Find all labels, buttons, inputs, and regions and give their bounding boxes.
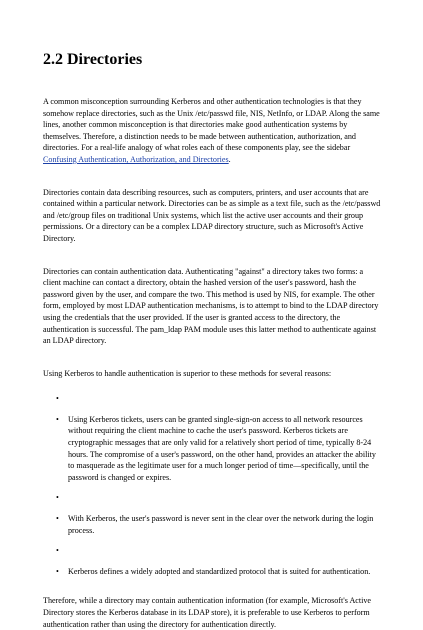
list-item (43, 492, 383, 504)
list-item (43, 513, 383, 536)
paragraph-reasons-intro: Using Kerberos to handle authentication is superior to these methods for several reasons: (43, 368, 332, 378)
list-item (43, 545, 383, 557)
paragraph-misconceptions-tail: . (228, 154, 231, 164)
list-item (43, 393, 383, 405)
bullet-icon: • (56, 514, 59, 524)
list-item (43, 566, 383, 578)
section-heading: 2.2 Directories (43, 51, 143, 68)
paragraph-misconceptions (43, 96, 383, 166)
bullet-icon: • (56, 414, 59, 424)
paragraph-conclusion: Therefore, while a directory may contain authentication information (for example, Microsoft's Active Directory stores the Kerberos database in its LDAP store), it is preferable to use Kerberos to perform authentication rather than using the directory for authentication directly. (43, 596, 372, 629)
paragraph-misconceptions-text: A common misconception surrounding Kerberos and other authentication technologies is that they somehow replace directories, such as the Unix /etc/passwd file, NIS, NetInfo, or LDAP. Along the same lines, another common misconception is that directories make good authentication systems by themselves. Therefore, a distinction needs to be made between authentication, authorization, and directories. For a real-life analogy of what roles each of these components play, see the sidebar (43, 97, 380, 153)
list-item-text: Kerberos defines a widely adopted and standardized protocol that is suited for authentication. (68, 566, 371, 576)
list-item (43, 414, 383, 484)
paragraph-directories-contain: Directories contain data describing resources, such as computers, printers, and user accounts that are contained within a particular network. Directories can be as simple as a text file, such as the /etc/passwd and /etc/group files on traditional Unix systems, which list the active user accounts and their group permissions. Or a directory can be a complex LDAP directory structure, such as Microsoft's Active Directory. (43, 187, 381, 243)
list-item-text: With Kerberos, the user's password is never sent in the clear over the network during the login process. (68, 514, 374, 535)
bullet-icon: • (56, 394, 59, 404)
sidebar-link[interactable]: Confusing Authentication, Authorization, and Directories (43, 154, 229, 164)
bullet-icon: • (56, 493, 59, 503)
reasons-list (43, 393, 383, 577)
bullet-icon: • (56, 546, 59, 556)
paragraph-authentication-data: Directories can contain authentication data. Authenticating "against" a directory takes two forms: a client machine can contact a directory, obtain the hashed version of the user's password, hash the password given by the user, and compare the two. This method is used by NIS, for example. The other form, employed by most LDAP authentication mechanisms, is to attempt to bind to the LDAP directory using the credentials that the user provided. If the user is granted access to the directory, the authentication is successful. The pam_ldap PAM module uses this latter method to authenticate against an LDAP directory. (43, 266, 379, 346)
list-item-text: Using Kerberos tickets, users can be granted single-sign-on access to all network resources without requiring the client machine to cache the user's password. Kerberos tickets are cryptographic messages that are only valid for a relatively short period of time, typically 8-24 hours. The compromise of a user's password, on the other hand, provides an attacker the ability to masquerade as the legitimate user for a much longer period of time—specifically, until the password is changed or expires. (68, 414, 376, 482)
bullet-icon: • (56, 566, 59, 576)
